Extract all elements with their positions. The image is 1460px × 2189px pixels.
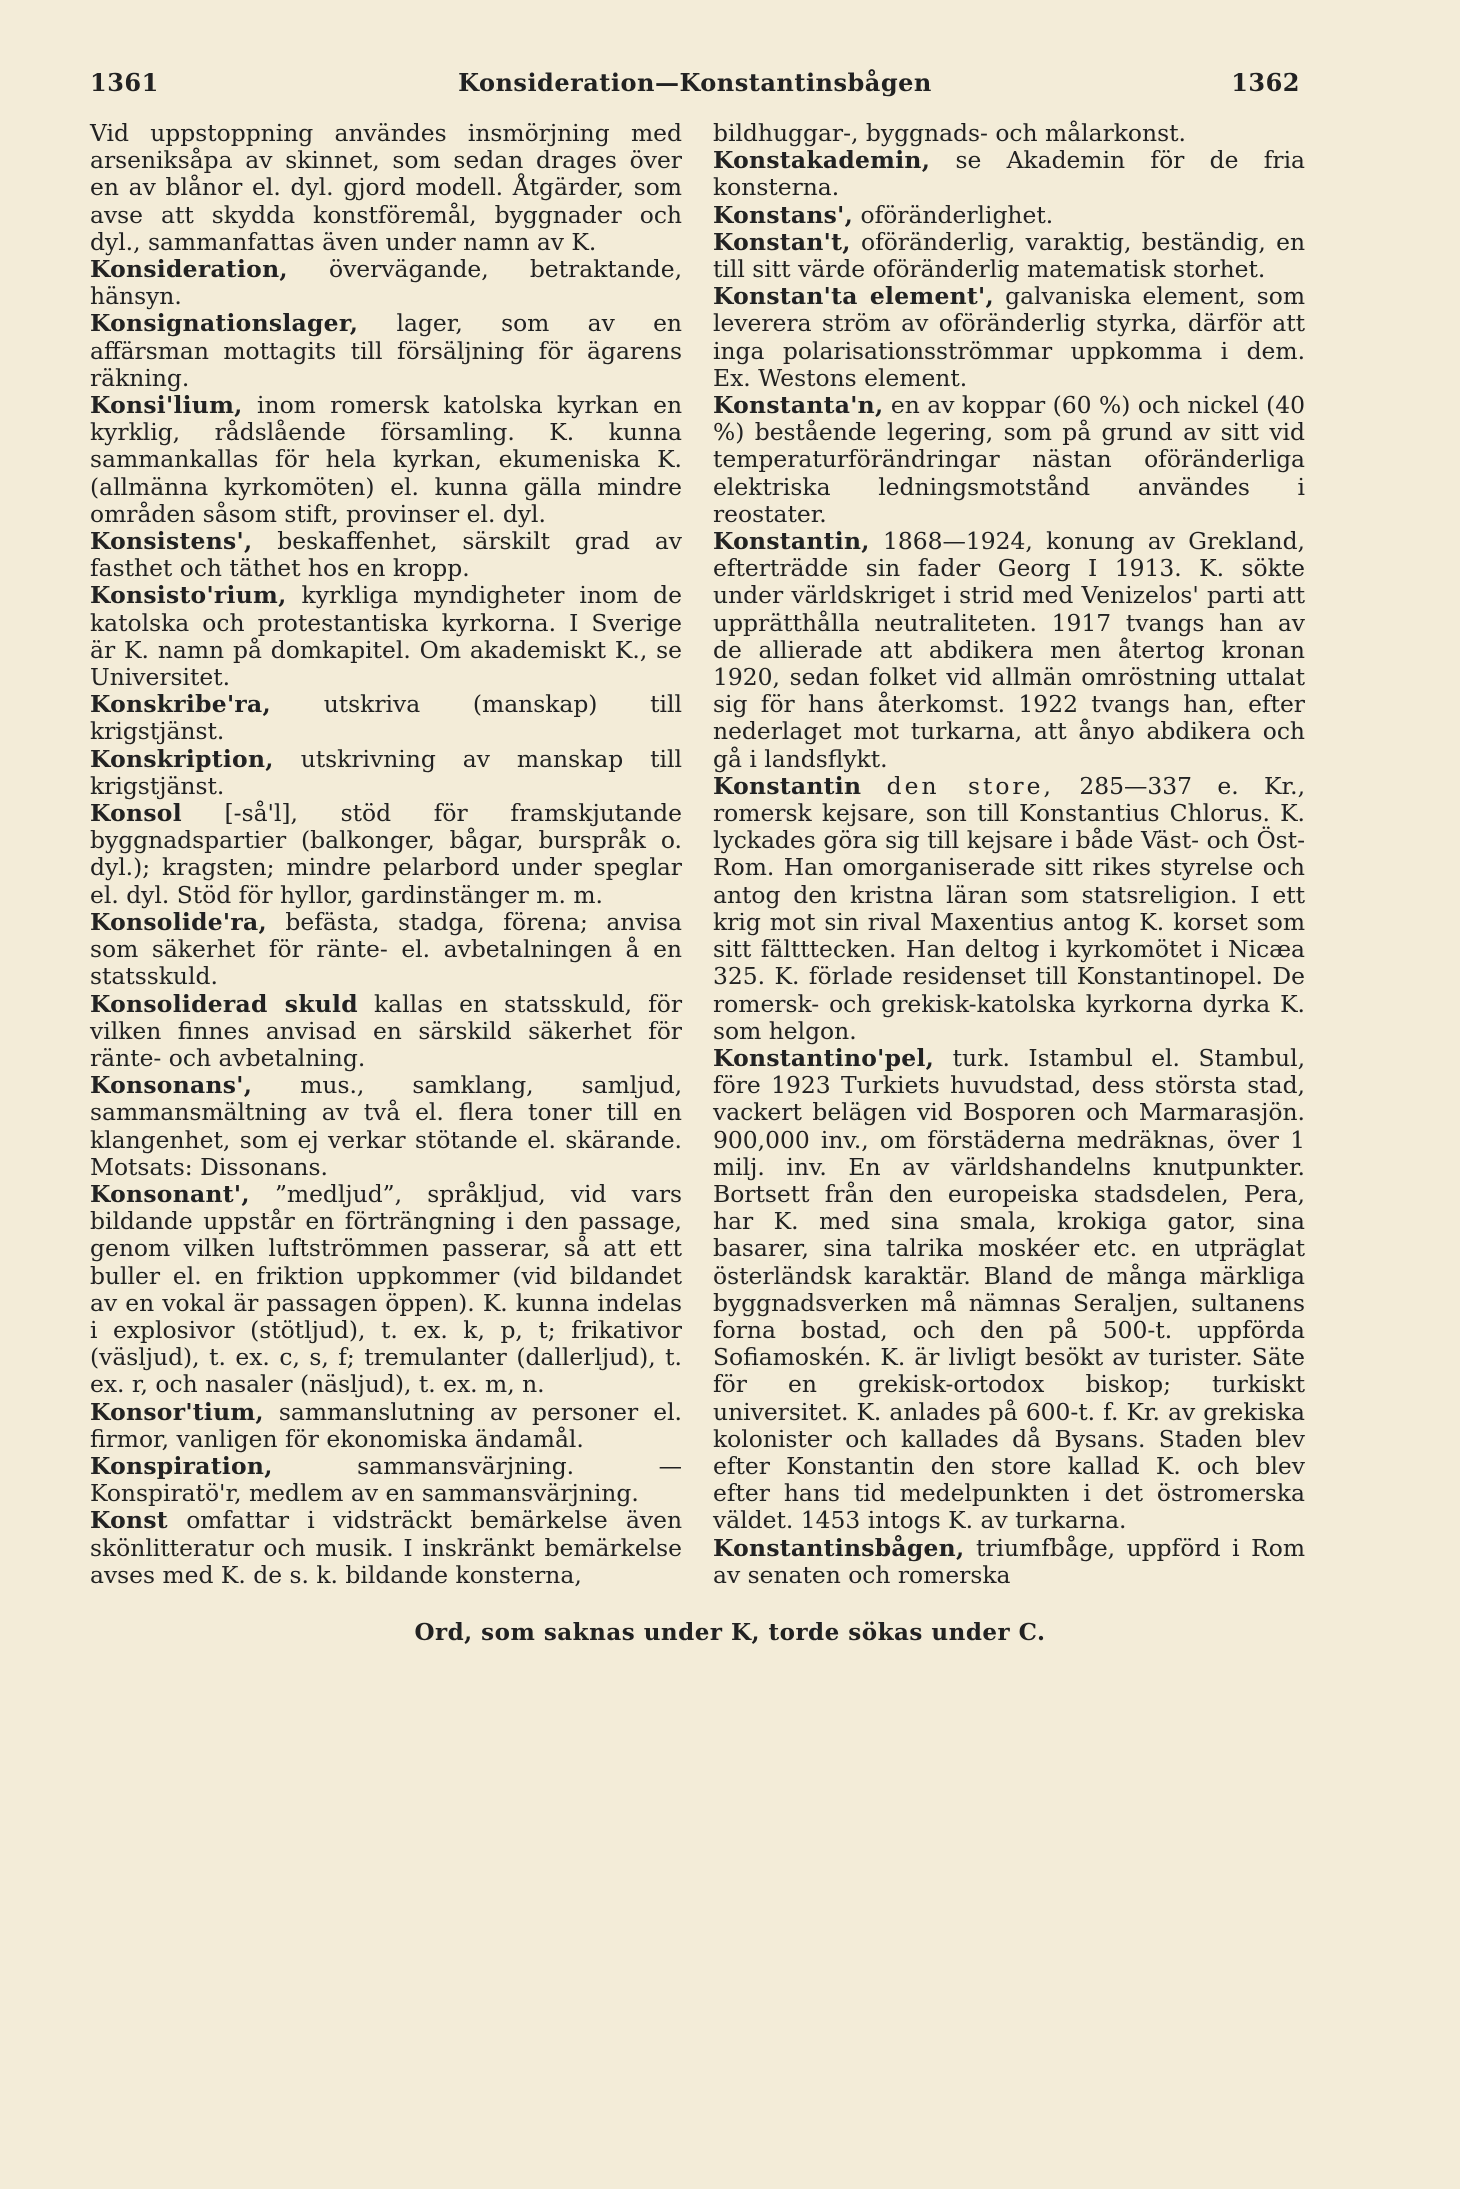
entry-headword: Konsolide'ra, (90, 907, 267, 936)
entry-definition: omfattar i vidsträckt bemärkelse även skönlitteratur och musik. I inskränkt bemärkelse avses med K. de s. k. bildande konsterna, (90, 1506, 683, 1589)
entry-headword: Konsistens', (90, 527, 253, 556)
dictionary-entry (90, 528, 682, 582)
entry-headword: Konstantinsbågen, (713, 1533, 965, 1562)
dictionary-entry (713, 229, 1305, 283)
entry-headword: Konskription, (90, 744, 274, 773)
dictionary-entry (90, 1399, 682, 1453)
dictionary-entry (713, 528, 1305, 773)
entry-headword: Konstantin, (713, 527, 870, 556)
entry-definition: galvaniska element, som leverera ström av oföränderlig styrka, därför att inga polarisationsströmmar uppkomma i dem. Ex. Westons element. (713, 282, 1305, 392)
entry-headword: Konsonant', (90, 1179, 250, 1208)
entry-definition: ”medljud”, språkljud, vid vars bildande uppstår en förträngning i den passage, genom vilken luftströmmen passerar, så att ett buller el. en friktion uppkommer (vid bildandet av en vokal är passagen öppen). K. kunna indelas i explosivor (stötljud), t. ex. k, p, t; frikativor (väsljud), t. ex. c, s, f; tremulanter (dallerljud), t. ex. r, och nasaler (näsljud), t. ex. m, n. (90, 1179, 683, 1399)
dictionary-entry (90, 1072, 682, 1181)
page-number-right: 1362 (1231, 68, 1300, 97)
entry-definition: lager, som av en affärsman mottagits till försäljning för ägarens räkning. (90, 309, 682, 392)
entry-headword: Konst (90, 1506, 168, 1535)
dictionary-entry (90, 1453, 682, 1507)
entry-definition: befästa, stadga, förena; anvisa som säkerhet för ränte- el. avbetalningen å en statsskuld. (90, 907, 682, 991)
dictionary-entry (90, 256, 682, 310)
entry-definition: oföränderlighet. (860, 200, 1054, 229)
entry-headword: Konstakademin, (713, 146, 931, 175)
entry-definition: [-så'l], stöd för framskjutande byggnadspartier (balkonger, bågar, burspråk o. dyl.); kragsten; mindre pelarbord under speglar el. dyl. Stöd för hyllor, gardinstänger m. m. (90, 799, 682, 909)
entry-definition: turk. Istambul el. Stambul, före 1923 Turkiets huvudstad, dess största stad, vackert belägen vid Bosporen och Marmarasjön. 900,000 inv., om förstäderna medräknas, över 1 milj. inv. En av världshandelns knutpunkter. Bortsett från den europeiska stadsdelen, Pera, har K. med sina smala, krokiga gator, sina basarer, sina talrika moskéer etc. en utpräglat österländsk karaktär. Bland de många märkliga byggnadsverken må nämnas Seraljen, sultanens forna bostad, och den på 500-t. uppförda Sofiamoskén. K. är livligt besökt av turister. Säte för en grekisk-ortodox biskop; turkiskt universitet. K. anlades på 600-t. f. Kr. av grekiska kolonister och kallades då Bysans. Staden blev efter Konstantin den store kallad K. och blev efter hans tid medelpunkten i det östromerska väldet. 1453 intogs K. av turkarna. (713, 1043, 1306, 1535)
page-footer-note: Ord, som saknas under K, torde sökas under C. (414, 1618, 1046, 1646)
entry-definition: sammansvärjning. — Konspiratö'r, medlem av en sammansvärjning. (90, 1451, 683, 1508)
entry-headword: Konspiration, (90, 1451, 273, 1480)
entry-headword: Konstan'ta element', (713, 282, 994, 311)
entry-headword: Konstans', (713, 200, 854, 229)
entry-definition: inom romersk katolska kyrkan en kyrklig, rådslående församling. K. kunna sammankallas för hela kyrkan, ekumeniska K. (allmänna kyrkomöten) el. kunna gälla mindre områden såsom stift, provinser el. dyl. (90, 391, 683, 528)
left-column (90, 120, 682, 1589)
dictionary-entry (90, 392, 682, 528)
entry-spaced-epithet: den store, (886, 771, 1054, 800)
dictionary-entry (90, 120, 682, 256)
dictionary-entry (90, 691, 682, 745)
dictionary-entry (90, 310, 682, 392)
entry-definition: triumfbåge, uppförd i Rom av senaten och romerska (713, 1533, 1305, 1589)
entry-definition: en av koppar (60 %) och nickel (40 %) bestående legering, som på grund av sitt vid temperaturförändringar nästan oföränderliga elektriska ledningsmotstånd användes i reostater. (713, 391, 1306, 528)
entry-headword: Konstantin (713, 771, 862, 800)
entry-headword: Konstan't, (713, 227, 851, 256)
dictionary-entry (713, 773, 1305, 1045)
dictionary-entry (713, 283, 1305, 392)
right-column (713, 120, 1305, 1589)
entry-headword: Konstanta'n, (713, 391, 884, 420)
entry-headword: Konsideration, (90, 255, 288, 284)
entry-headword: Konskribe'ra, (90, 690, 271, 719)
dictionary-entry (90, 746, 682, 800)
running-title: Konsideration—Konstantinsbågen (458, 68, 932, 97)
entry-definition: 285—337 e. Kr., romersk kejsare, son till Konstantius Chlorus. K. lyckades göra sig till kejsare i både Väst- och Öst-Rom. Han omorganiserade sitt rikes styrelse och antog den kristna läran som statsreligion. I ett krig mot sin rival Maxentius antog K. korset som sitt fältttecken. Han deltog i kyrkomötet i Nicæa 325. K. förlade residenset till Konstantinopel. De romersk- och grekisk-katolska kyrkorna dyrka K. som helgon. (713, 771, 1306, 1045)
dictionary-entry (713, 1045, 1305, 1535)
entry-definition: övervägande, betraktande, hänsyn. (90, 255, 683, 311)
dictionary-entry (90, 800, 682, 909)
entry-headword: Konsor'tium, (90, 1397, 264, 1426)
dictionary-entry (90, 909, 682, 991)
dictionary-entry (713, 202, 1305, 229)
dictionary-entry (90, 991, 682, 1073)
dictionary-entry (713, 147, 1305, 201)
dictionary-entry (90, 1507, 682, 1589)
entry-definition: kallas en statsskuld, för vilken finnes anvisad en särskild säkerhet för ränte- och avbetalning. (90, 989, 683, 1072)
page-header (90, 68, 1300, 97)
entry-headword: Konsisto'rium, (90, 581, 287, 610)
dictionary-entry (713, 392, 1305, 528)
entry-definition: mus., samklang, samljud, sammansmältning av två el. flera toner till en klangenhet, som ej verkar stötande el. skärande. Motsats: Dissonans. (90, 1071, 683, 1181)
entry-headword: Konsignationslager, (90, 309, 359, 338)
page-number-left: 1361 (90, 68, 159, 97)
entry-definition: sammanslutning av personer el. firmor, vanligen för ekonomiska ändamål. (90, 1397, 682, 1453)
entry-definition: kyrkliga myndigheter inom de katolska och protestantiska kyrkorna. I Sverige är K. namn på domkapitel. Om akademiskt K., se Universitet. (90, 581, 682, 692)
entry-definition: 1868—1924, konung av Grekland, efterträdde sin fader Georg I 1913. K. sökte under världskriget i strid med Venizelos' parti att upprätthålla neutraliteten. 1917 tvangs han av de allierade att abdikera men återtog kronan 1920, sedan folket vid allmän omröstning uttalat sig för hans återkomst. 1922 tvangs han, efter nederlaget mot turkarna, att ånyo abdikera och gå i landsflykt. (713, 527, 1305, 773)
entry-headword: Konsi'lium, (90, 391, 243, 420)
dictionary-entry (90, 582, 682, 691)
entry-headword: Konstantino'pel, (713, 1043, 935, 1072)
entry-definition: oföränderlig, varaktig, beständig, en till sitt värde oföränderlig matematisk storhet. (713, 227, 1306, 284)
dictionary-entry (713, 120, 1305, 147)
dictionary-entry (90, 1181, 682, 1399)
entry-definition: utskrivning av manskap till krigstjänst. (90, 744, 683, 800)
entry-definition: se Akademin för de fria konsterna. (713, 146, 1305, 202)
dictionary-entry (713, 1535, 1305, 1589)
entry-headword: Konsol (90, 799, 182, 828)
entry-headword: Konsoliderad skuld (90, 989, 358, 1018)
entry-definition: Vid uppstoppning användes insmörjning med arseniksåpa av skinnet, som sedan drages över en av blånor el. dyl. gjord modell. Åtgärder, som avse att skydda konstföremål, byggnader och dyl., sammanfattas även under namn av K. (90, 119, 682, 256)
entry-definition: bildhuggar-, byggnads- och målarkonst. (713, 119, 1186, 147)
entry-definition: utskriva (manskap) till krigstjänst. (90, 690, 683, 746)
entry-definition: beskaffenhet, särskilt grad av fasthet och täthet hos en kropp. (90, 527, 682, 583)
entry-headword: Konsonans', (90, 1071, 253, 1100)
